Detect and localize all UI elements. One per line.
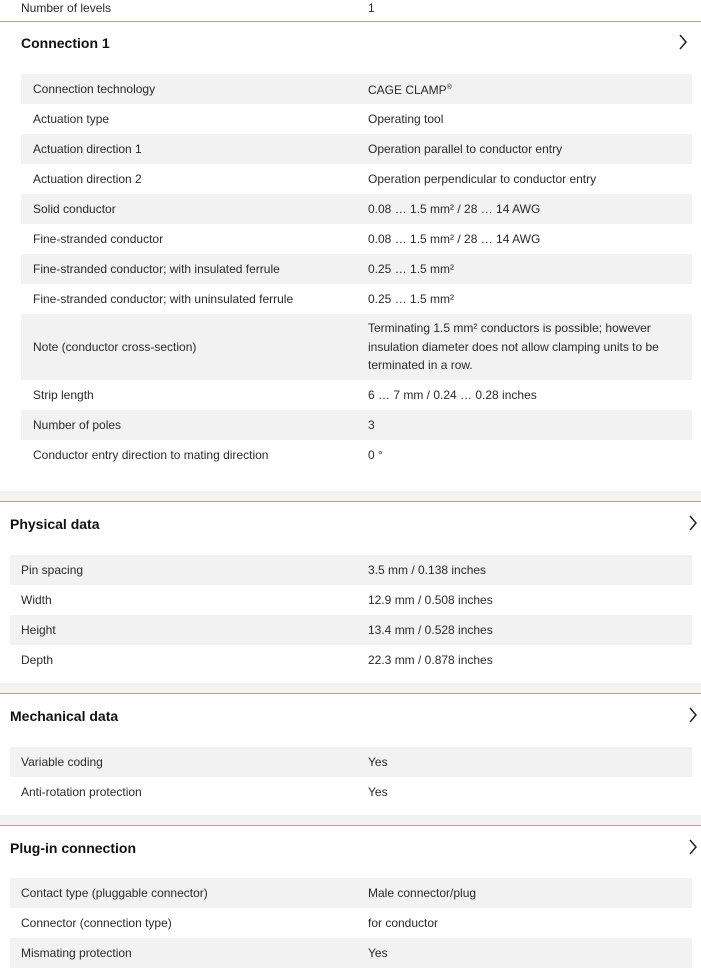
row-label: Height xyxy=(21,623,56,637)
row-label: Strip length xyxy=(33,388,94,402)
row-value xyxy=(368,416,375,435)
section-header-plug-in-connection[interactable] xyxy=(0,826,701,872)
row-value-text: 12.9 mm / 0.508 inches xyxy=(368,592,493,607)
row-value-text: 6 … 7 mm / 0.24 … 0.28 inches xyxy=(368,387,537,402)
row-value xyxy=(368,884,476,903)
row-value-text: CAGE CLAMP xyxy=(368,82,447,97)
section-gap xyxy=(0,491,701,501)
table-row xyxy=(10,747,692,777)
table-row xyxy=(21,224,692,254)
table-row xyxy=(21,104,692,134)
row-label: Note (conductor cross-section) xyxy=(33,340,197,354)
table-row xyxy=(10,645,692,675)
row-value xyxy=(368,651,493,670)
row-label: Number of poles xyxy=(33,418,122,432)
row-label: Depth xyxy=(21,653,54,667)
row-value-text: 0.08 … 1.5 mm² / 28 … 14 AWG xyxy=(368,201,541,216)
row-value xyxy=(368,783,388,802)
section-title: Plug-in connection xyxy=(10,840,136,856)
section-header-mechanical-data[interactable] xyxy=(0,694,701,740)
registered-mark: ® xyxy=(446,83,452,91)
row-value xyxy=(368,140,562,159)
table-row xyxy=(10,878,692,908)
row-value-line: Terminating 1.5 mm² conductors is possible; however xyxy=(368,321,651,336)
row-value xyxy=(368,200,540,219)
section-title: Mechanical data xyxy=(10,708,119,724)
table-row xyxy=(21,254,692,284)
row-value xyxy=(368,79,452,100)
row-value-text: 0 ° xyxy=(368,447,383,462)
row-value-text: 13.4 mm / 0.528 inches xyxy=(368,622,493,637)
table-row xyxy=(21,134,692,164)
row-value xyxy=(368,591,493,610)
row-value xyxy=(368,319,659,375)
row-value xyxy=(368,290,454,309)
row-value xyxy=(368,753,388,772)
table-row xyxy=(21,164,692,194)
row-value xyxy=(368,386,537,405)
row-value-text: 3.5 mm / 0.138 inches xyxy=(368,562,487,577)
row-label: Pin spacing xyxy=(21,563,84,577)
row-label: Actuation type xyxy=(33,112,110,126)
row-value: 1 xyxy=(368,1,375,15)
row-value-text: Operation perpendicular to conductor entry xyxy=(368,171,597,186)
row-value-text: 0.25 … 1.5 mm² xyxy=(368,291,455,306)
row-label: Connector (connection type) xyxy=(21,916,172,930)
chevron-right-icon[interactable] xyxy=(688,515,698,531)
row-value-line: insulation diameter does not allow clamping units to be xyxy=(368,339,659,354)
table-row xyxy=(10,585,692,615)
row-label: Variable coding xyxy=(21,755,103,769)
top-row xyxy=(0,0,701,17)
chevron-right-icon[interactable] xyxy=(688,839,698,855)
row-label: Fine-stranded conductor; with uninsulated ferrule xyxy=(33,292,294,306)
row-value xyxy=(368,170,596,189)
row-value-text: 3 xyxy=(368,417,375,432)
row-value-text: Operation parallel to conductor entry xyxy=(368,141,563,156)
section-title: Connection 1 xyxy=(21,35,110,51)
row-value xyxy=(368,561,486,580)
row-value-text: 0.08 … 1.5 mm² / 28 … 14 AWG xyxy=(368,231,541,246)
row-value-text: 0.25 … 1.5 mm² xyxy=(368,261,455,276)
row-value xyxy=(368,446,383,465)
row-value-text: Yes xyxy=(368,784,388,799)
row-label: Conductor entry direction to mating direction xyxy=(33,448,269,462)
table-row xyxy=(21,440,692,470)
section-header-connection-1[interactable] xyxy=(0,22,701,68)
row-value-line: terminated in a row. xyxy=(368,358,473,373)
row-value xyxy=(368,260,454,279)
table-row xyxy=(10,615,692,645)
row-value-text: Male connector/plug xyxy=(368,885,477,900)
table-row xyxy=(10,555,692,585)
row-label: Number of levels xyxy=(21,1,112,15)
table-row xyxy=(21,410,692,440)
table-row xyxy=(10,908,692,938)
section-header-physical-data[interactable] xyxy=(0,502,701,548)
row-value xyxy=(368,110,443,129)
table-row xyxy=(21,380,692,410)
row-label: Contact type (pluggable connector) xyxy=(21,886,208,900)
table-row xyxy=(10,777,692,807)
table-row xyxy=(21,74,692,104)
chevron-right-icon[interactable] xyxy=(688,707,698,723)
row-label: Fine-stranded conductor; with insulated ferrule xyxy=(33,262,280,276)
table-row xyxy=(21,314,692,380)
row-label: Actuation direction 1 xyxy=(33,142,142,156)
row-value-text: Yes xyxy=(368,945,388,960)
row-label: Anti-rotation protection xyxy=(21,785,142,799)
row-label: Fine-stranded conductor xyxy=(33,232,164,246)
row-value-text: Operating tool xyxy=(368,111,444,126)
row-value-text: for conductor xyxy=(368,915,439,930)
row-value-text: Yes xyxy=(368,754,388,769)
section-gap xyxy=(0,683,701,693)
chevron-right-icon[interactable] xyxy=(678,34,688,50)
row-value xyxy=(368,230,540,249)
row-value xyxy=(368,621,493,640)
row-label: Connection technology xyxy=(33,82,156,96)
section-title: Physical data xyxy=(10,516,100,532)
table-row xyxy=(21,284,692,314)
row-label: Solid conductor xyxy=(33,202,116,216)
section-gap xyxy=(0,815,701,825)
table-row xyxy=(21,194,692,224)
row-label: Width xyxy=(21,593,52,607)
row-value-text: 22.3 mm / 0.878 inches xyxy=(368,652,493,667)
row-label: Actuation direction 2 xyxy=(33,172,142,186)
row-value xyxy=(368,944,388,963)
table-row xyxy=(10,938,692,968)
row-value xyxy=(368,914,438,933)
row-label: Mismating protection xyxy=(21,946,132,960)
